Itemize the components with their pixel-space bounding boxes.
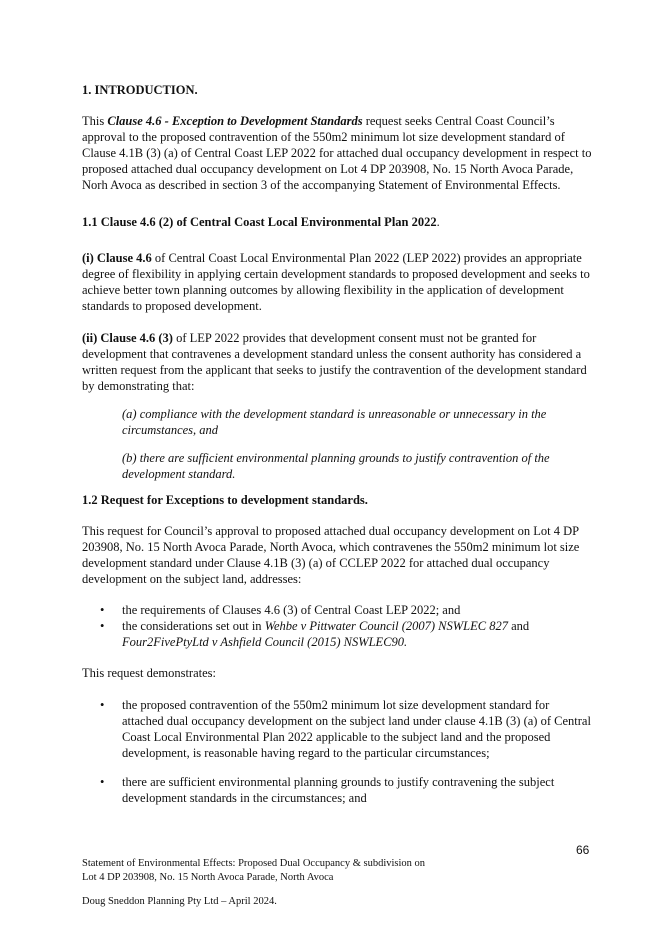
list-item: • the requirements of Clauses 4.6 (3) of Central Coast LEP 2022; and <box>100 603 461 617</box>
bullet-icon: • <box>100 619 105 633</box>
intro-paragraph: This Clause 4.6 - Exception to Development Standards request seeks Central Coast Council’s approval to the proposed contravention of the 550m2 minimum lot size development standard of Clause 4.1B (3) (a) of Central Coast LEP 2022 for attached dual occupancy development in respect to proposed attached dual occupancy development on Lot 4 DP 203908, No. 15 North Avoca Parade, Norh Avoca as described in section 3 of the accompanying Statement of Environmental Effects. <box>82 114 592 192</box>
list-item: • there are sufficient environmental planning grounds to justify contravening the subject development standards in the circumstances; and <box>100 775 555 805</box>
addresses-list <box>100 602 592 650</box>
request-paragraph: This request for Council’s approval to proposed attached dual occupancy development on Lot 4 DP 203908, No. 15 North Avoca Parade, North Avoca, which contravenes the 550m2 minimum lot size development standard under Clause 4.1B (3) (a) of CCLEP 2022 for attached dual occupancy development on the subject land, addresses: <box>82 524 580 586</box>
demonstrates-list <box>100 697 592 806</box>
footer-line-3: Doug Sneddon Planning Pty Ltd – April 2024. <box>82 896 277 907</box>
section-heading-introduction: 1. INTRODUCTION. <box>82 83 198 97</box>
demonstrates-intro: This request demonstrates: <box>82 666 216 680</box>
page-number: 66 <box>576 843 590 857</box>
section-heading-request: 1.2 Request for Exceptions to development standards. <box>82 493 368 507</box>
list-item: • the considerations set out in Wehbe v Pittwater Council (2007) NSWLEC 827 and Four2FivePtyLtd v Ashfield Council (2015) NSWLEC90. <box>100 619 530 649</box>
clause-4-6-3-paragraph: (ii) Clause 4.6 (3) of LEP 2022 provides that development consent must not be granted for development that contravenes a development standard unless the consent authority has considered a written request from the applicant that seeks to justify the contravention of the development standard by demonstrating that: <box>82 331 587 393</box>
quote-item-b: (b) there are sufficient environmental planning grounds to justify contravention of the development standard. <box>122 451 550 481</box>
bullet-icon: • <box>100 775 105 789</box>
footer-line-1: Statement of Environmental Effects: Proposed Dual Occupancy & subdivision on <box>82 858 426 869</box>
footer-line-2: Lot 4 DP 203908, No. 15 North Avoca Parade, North Avoca <box>82 872 334 883</box>
section-heading-clause-4-6-2: 1.1 Clause 4.6 (2) of Central Coast Local Environmental Plan 2022. <box>82 215 440 229</box>
bullet-icon: • <box>100 603 105 617</box>
clause-4-6-paragraph: (i) Clause 4.6 of Central Coast Local Environmental Plan 2022 (LEP 2022) provides an appropriate degree of flexibility in applying certain development standards to proposed development and seeks to achieve better town planning outcomes by allowing flexibility in the application of development standards to proposed development. <box>82 251 590 313</box>
quote-item-a: (a) compliance with the development standard is unreasonable or unnecessary in the circumstances, and <box>122 407 547 437</box>
list-item: • the proposed contravention of the 550m2 minimum lot size development standard for attached dual occupancy development on the subject land under clause 4.1B (3) (a) of Central Coast Local Environmental Plan 2022 applicable to the subject land and the proposed development, is reasonable having regard to the particular circumstances; <box>100 698 591 760</box>
bullet-icon: • <box>100 698 105 712</box>
